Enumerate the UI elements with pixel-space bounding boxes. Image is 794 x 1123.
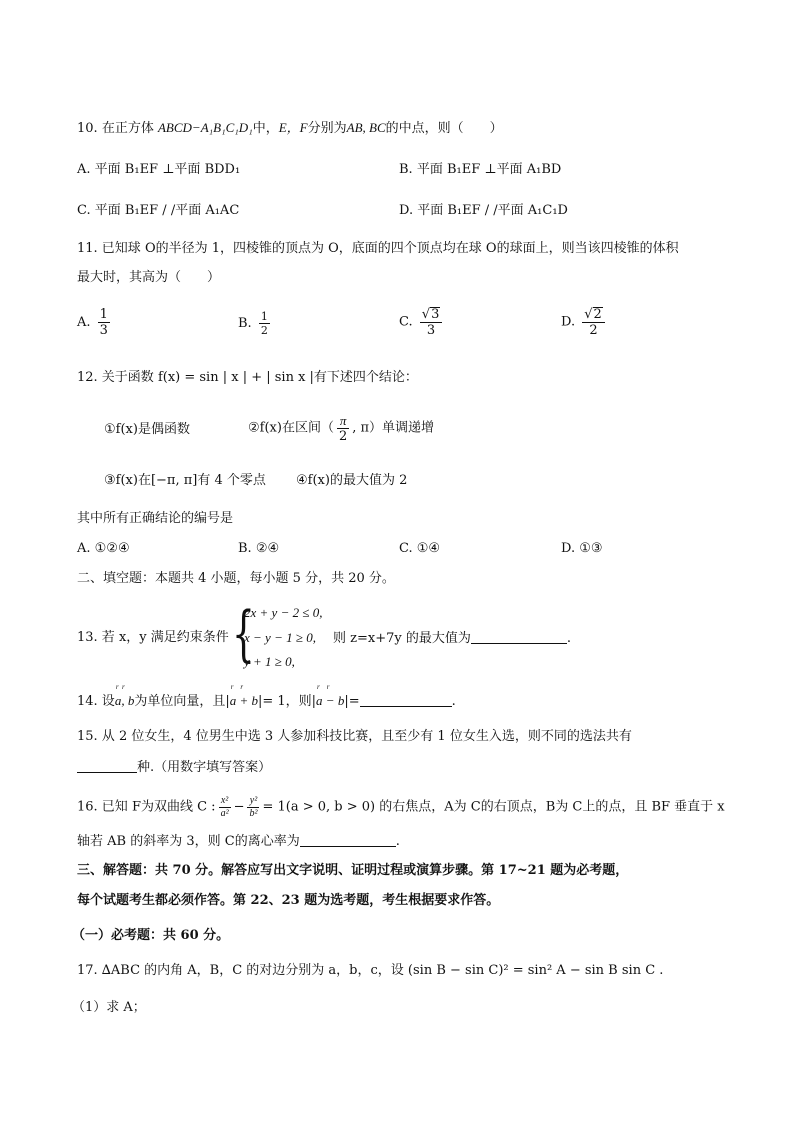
fraction: $\frac{√3}{3}$ (420, 307, 443, 338)
q11-option-a[interactable]: A. $\frac{1}{3}$ (77, 307, 108, 338)
q17-stem: 17. ∆ABC 的内角 A，B，C 的对边分别为 a，b，c，设 (sin B − sin C)² = sin² A − sin B sin C . (77, 963, 664, 978)
q16-line2: 轴若 AB 的斜率为 3，则 C的离心率为 . (77, 834, 400, 849)
section-3-heading-line2: 每个试题考生都必须作答。第 22、23 题为选考题，考生根据要求作答。 (77, 893, 500, 908)
q10-option-b[interactable]: B. 平面 B₁EF ⊥平面 A₁BD (399, 162, 562, 177)
q15-line2: 种.（用数字填写答案） (77, 758, 271, 777)
fraction: $\frac{√2}{2}$ (582, 307, 605, 338)
q12-option-b[interactable]: B. ②④ (238, 541, 280, 556)
vector-arrow-icon: r r (317, 683, 330, 691)
section-2-heading: 二、填空题：本题共 4 小题，每小题 5 分，共 20 分。 (77, 571, 395, 586)
q12-stem: 12. 关于函数 f(x) = sin | x | + | sin x |有下述四个结论： (77, 370, 418, 385)
q13-constraint-1: 2x + y − 2 ≤ 0, (244, 605, 323, 620)
q12-option-c[interactable]: C. ①④ (399, 541, 441, 556)
q10-option-d[interactable]: D. 平面 B₁EF / /平面 A₁C₁D (399, 203, 568, 218)
q12-conclusion-1: ①f(x)是偶函数 (104, 422, 190, 437)
q14: 14. 设 r r a, b为单位向量，且| r r a + b|= 1，则| r r a − b|= . (77, 683, 456, 709)
vector-arrow-icon: r r (230, 683, 244, 691)
answer-blank[interactable] (360, 692, 452, 707)
answer-blank[interactable] (77, 758, 137, 773)
q11-option-c[interactable]: C. $\frac{√3}{3}$ (399, 307, 445, 338)
answer-blank[interactable] (471, 629, 567, 644)
fraction: $\frac{\text{x²}}{\text{a²}}$ (220, 795, 229, 819)
q10-option-c[interactable]: C. 平面 B₁EF / /平面 A₁AC (77, 203, 240, 218)
q13-lead: 13. 若 x，y 满足约束条件 (77, 630, 229, 645)
q13-constraint-3: y + 1 ≥ 0, (244, 654, 295, 669)
section-3-heading-line1: 三、解答题：共 70 分。解答应写出文字说明、证明过程或演算步骤。第 17~21 题为必考题， (77, 863, 629, 878)
q13-tail: 则 z=x+7y 的最大值为 . (333, 631, 571, 646)
q12-conclusion-4: ④f(x)的最大值为 2 (296, 473, 408, 488)
q11-option-d[interactable]: D. $\frac{√2}{2}$ (561, 307, 608, 338)
fraction: $\frac{\text{y²}}{\text{b²}}$ (249, 795, 258, 819)
q13-constraint-2: x − y − 1 ≥ 0, (244, 630, 316, 645)
q12-conclusion-2: ②f(x)在区间（ $\frac{\pi}{2}$ , π）单调递增 (248, 413, 435, 444)
subsection-required-heading: （一）必考题：共 60 分。 (72, 928, 230, 943)
q11-stem-line1: 11. 已知球 O的半径为 1，四棱锥的顶点为 O，底面的四个顶点均在球 O的球面上，则当该四棱锥的体积 (77, 241, 679, 256)
vector-arrow-icon: r r (115, 683, 125, 691)
fraction: $\frac{\pi}{2}$ (338, 413, 348, 444)
brace-icon: { (232, 599, 255, 669)
answer-blank[interactable] (300, 832, 396, 847)
q16-line1: 16. 已知 F为双曲线 C : $\frac{\text{x²}}{\text{a²}}$ − $\frac{\text{y²}}{\text{b²}}$ = 1(a > 0, b > 0) 的右焦点，A为 C的右顶点，B为 C上的点，且 BF 垂直于 x (77, 795, 725, 819)
q10-stem: 10. 在正方体 ABCD−A₁B₁C₁D₁中，E，F分别为AB, BC的中点，则（ ） (77, 120, 503, 136)
q12-ask: 其中所有正确结论的编号是 (77, 511, 234, 526)
q15-line1: 15. 从 2 位女生，4 位男生中选 3 人参加科技比赛，且至少有 1 位女生入选，则不同的选法共有 (77, 729, 632, 744)
fraction: $\frac{1}{2}$ (260, 310, 268, 337)
fraction: $\frac{1}{3}$ (99, 307, 108, 338)
q12-conclusion-3: ③f(x)在[−π, π]有 4 个零点 (104, 473, 266, 488)
q11-stem-line2: 最大时，其高为（ ） (77, 270, 221, 285)
q10-option-a[interactable]: A. 平面 B₁EF ⊥平面 BDD₁ (77, 162, 241, 177)
q12-option-a[interactable]: A. ①②④ (77, 541, 130, 556)
q11-option-b[interactable]: B. $\frac{1}{2}$ (238, 310, 268, 337)
q12-option-d[interactable]: D. ①③ (561, 541, 603, 556)
q17-part-1: （1）求 A； (72, 1000, 146, 1015)
